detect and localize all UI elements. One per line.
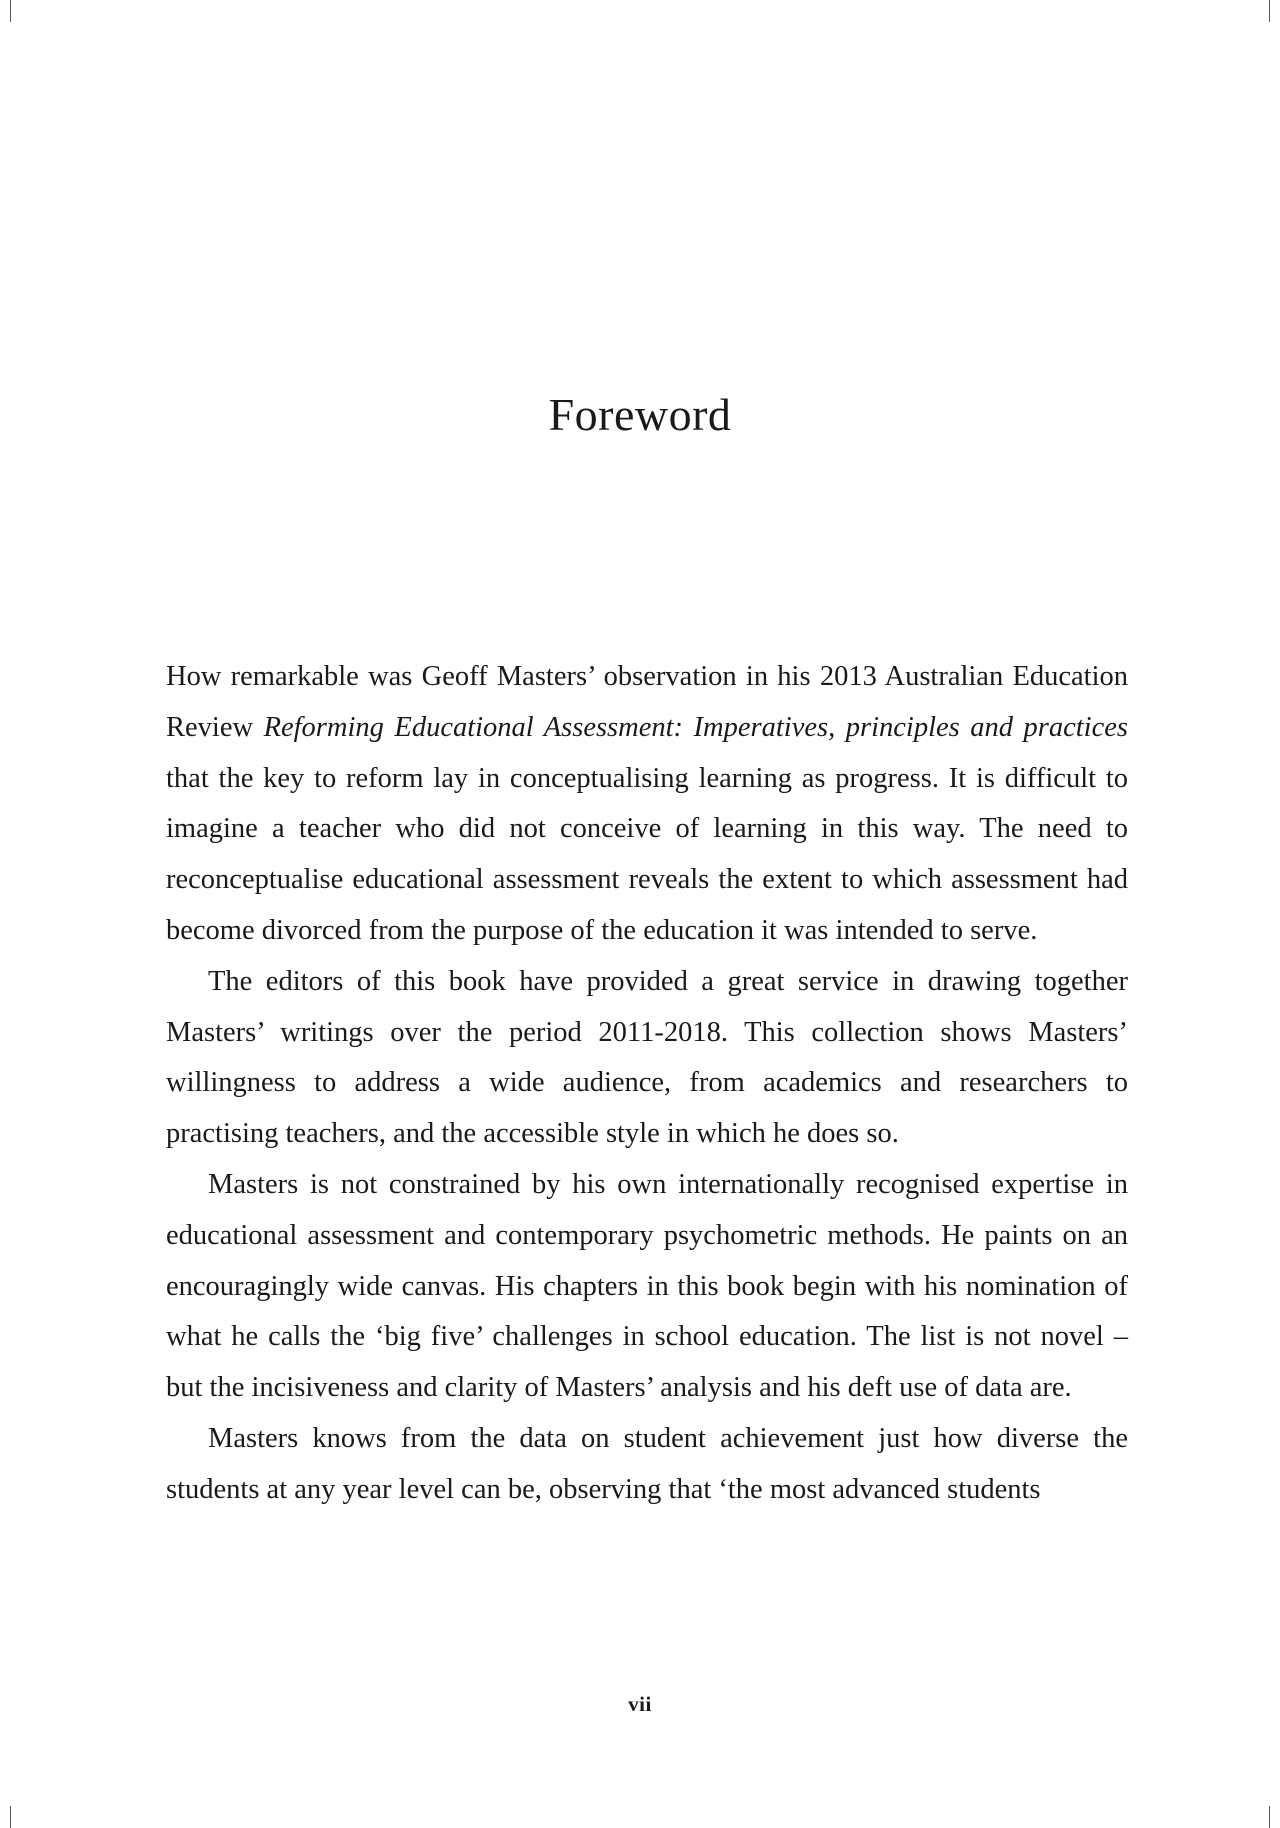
cited-work-title: Reforming Educational Assessment: Imperatives, principles and practices [263, 711, 1128, 743]
paragraph-1 [166, 652, 1128, 957]
crop-mark-top-right [1269, 0, 1270, 22]
paragraph-2: The editors of this book have provided a great service in drawing together Masters’ writings over the period 2011-2018. This collection shows Masters’ willingness to address a wide audience, from academics and researchers to practising teachers, and the accessible style in which he does so. [166, 965, 1128, 1150]
paragraph-4: Masters knows from the data on student achievement just how diverse the students at any year level can be, observing that ‘the most advanced students [166, 1422, 1128, 1505]
page-title: Foreword [548, 389, 732, 440]
crop-mark-top-left [10, 0, 11, 22]
page-number: vii [628, 1692, 652, 1716]
crop-mark-bottom-right [1269, 1806, 1270, 1828]
paragraph-1-text-b: that the key to reform lay in conceptualising learning as progress. It is difficult to imagine a teacher who did not conceive of learning in this way. The need to reconceptualise educational assessment reveals the extent to which assessment had become divorced from the purpose of the education it was intended to serve. [166, 762, 1128, 946]
body-text [166, 652, 1128, 1516]
paragraph-1-text-a: How remarkable was Geoff Masters’ observation in his 2013 Australian Education Review [166, 661, 1128, 743]
paragraph-3: Masters is not constrained by his own internationally recognised expertise in educational assessment and contemporary psychometric methods. He paints on an encouragingly wide canvas. His chapters in this book begin with his nomination of what he calls the ‘big five’ challenges in school education. The list is not novel – but the incisiveness and clarity of Masters’ analysis and his deft use of data are. [166, 1168, 1128, 1404]
crop-mark-bottom-left [10, 1806, 11, 1828]
